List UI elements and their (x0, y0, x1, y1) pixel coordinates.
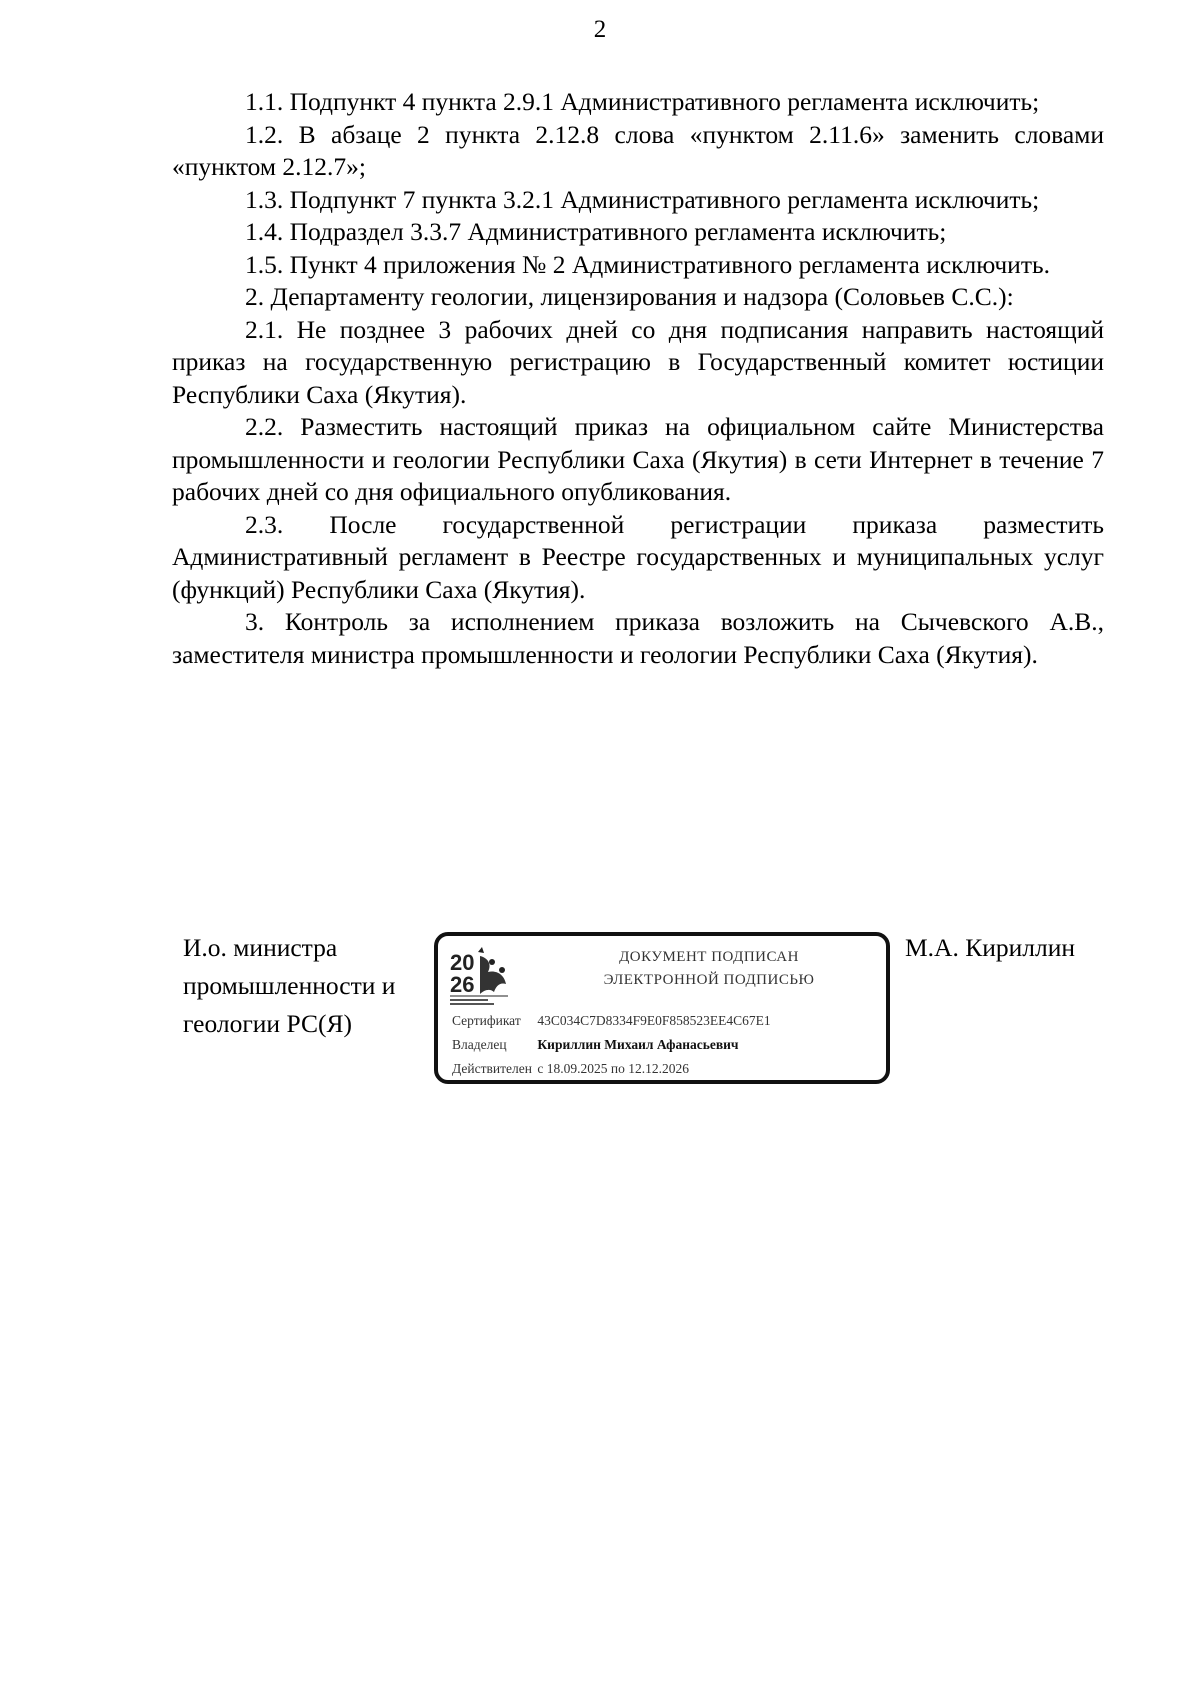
signatory-name: М.А. Кириллин (905, 933, 1076, 962)
validity-value: с 18.09.2025 по 12.12.2026 (537, 1061, 689, 1076)
stamp-validity-row (452, 1060, 689, 1078)
stamp-owner-row (452, 1036, 739, 1054)
electronic-signature-stamp (434, 932, 890, 1084)
stamp-heading-line: ДОКУМЕНТ ПОДПИСАН (619, 949, 799, 965)
svg-text:26: 26 (450, 972, 475, 997)
paragraph-2-3: 2.3. После государственной регистрации приказа разместить Административный регламент в Реестре государственных и муниципальных услуг (функций) Республики Саха (Якутия). (172, 509, 1104, 604)
paragraph-2-1: 2.1. Не позднее 3 рабочих дней со дня подписания направить настоящий приказ на государственную регистрацию в Государственный комитет юстиции Республики Саха (Якутия). (172, 314, 1104, 409)
signatory-title-line: геологии РС(Я) (183, 1009, 352, 1038)
year-of-unity-logo-icon (448, 944, 520, 1006)
paragraph-3: 3. Контроль за исполнением приказа возложить на Сычевского А.В., заместителя министра промышленности и геологии Республики Саха (Якутия). (172, 607, 1104, 669)
document-body (172, 86, 1104, 671)
paragraph-1-2: 1.2. В абзаце 2 пункта 2.12.8 слова «пунктом 2.11.6» заменить словами «пунктом 2.12.7»; (172, 119, 1104, 181)
owner-value: Кириллин Михаил Афанасьевич (537, 1037, 739, 1052)
signatory-title-line: промышленности и (183, 971, 396, 1000)
stamp-certificate-row (452, 1012, 771, 1030)
signatory-title (183, 929, 423, 1043)
paragraph-2-2: 2.2. Разместить настоящий приказ на официальном сайте Министерства промышленности и геологии Республики Саха (Якутия) в сети Интернет в течение 7 рабочих дней со дня официального опубликования. (172, 412, 1104, 506)
certificate-label: Сертификат (452, 1013, 521, 1028)
paragraph-1-4: 1.4. Подраздел 3.3.7 Административного регламента исключить; (245, 217, 947, 246)
paragraph-1-1: 1.1. Подпункт 4 пункта 2.9.1 Административного регламента исключить; (245, 87, 1040, 116)
stamp-heading-line: ЭЛЕКТРОННОЙ ПОДПИСЬЮ (603, 972, 815, 988)
paragraph-1-5: 1.5. Пункт 4 приложения № 2 Административного регламента исключить. (245, 249, 1050, 279)
page-number: 2 (593, 16, 607, 43)
validity-label: Действителен (452, 1061, 532, 1076)
signatory-title-line: И.о. министра (183, 933, 338, 962)
paragraph-1-3: 1.3. Подпункт 7 пункта 3.2.1 Административного регламента исключить; (245, 184, 1040, 214)
stamp-heading (534, 946, 884, 992)
svg-text:20: 20 (450, 950, 475, 975)
paragraph-2: 2. Департаменту геологии, лицензирования и надзора (Соловьев С.С.): (245, 282, 1014, 311)
owner-label: Владелец (452, 1037, 507, 1052)
certificate-value: 43C034C7D8334F9E0F858523EE4C67E1 (537, 1013, 771, 1028)
